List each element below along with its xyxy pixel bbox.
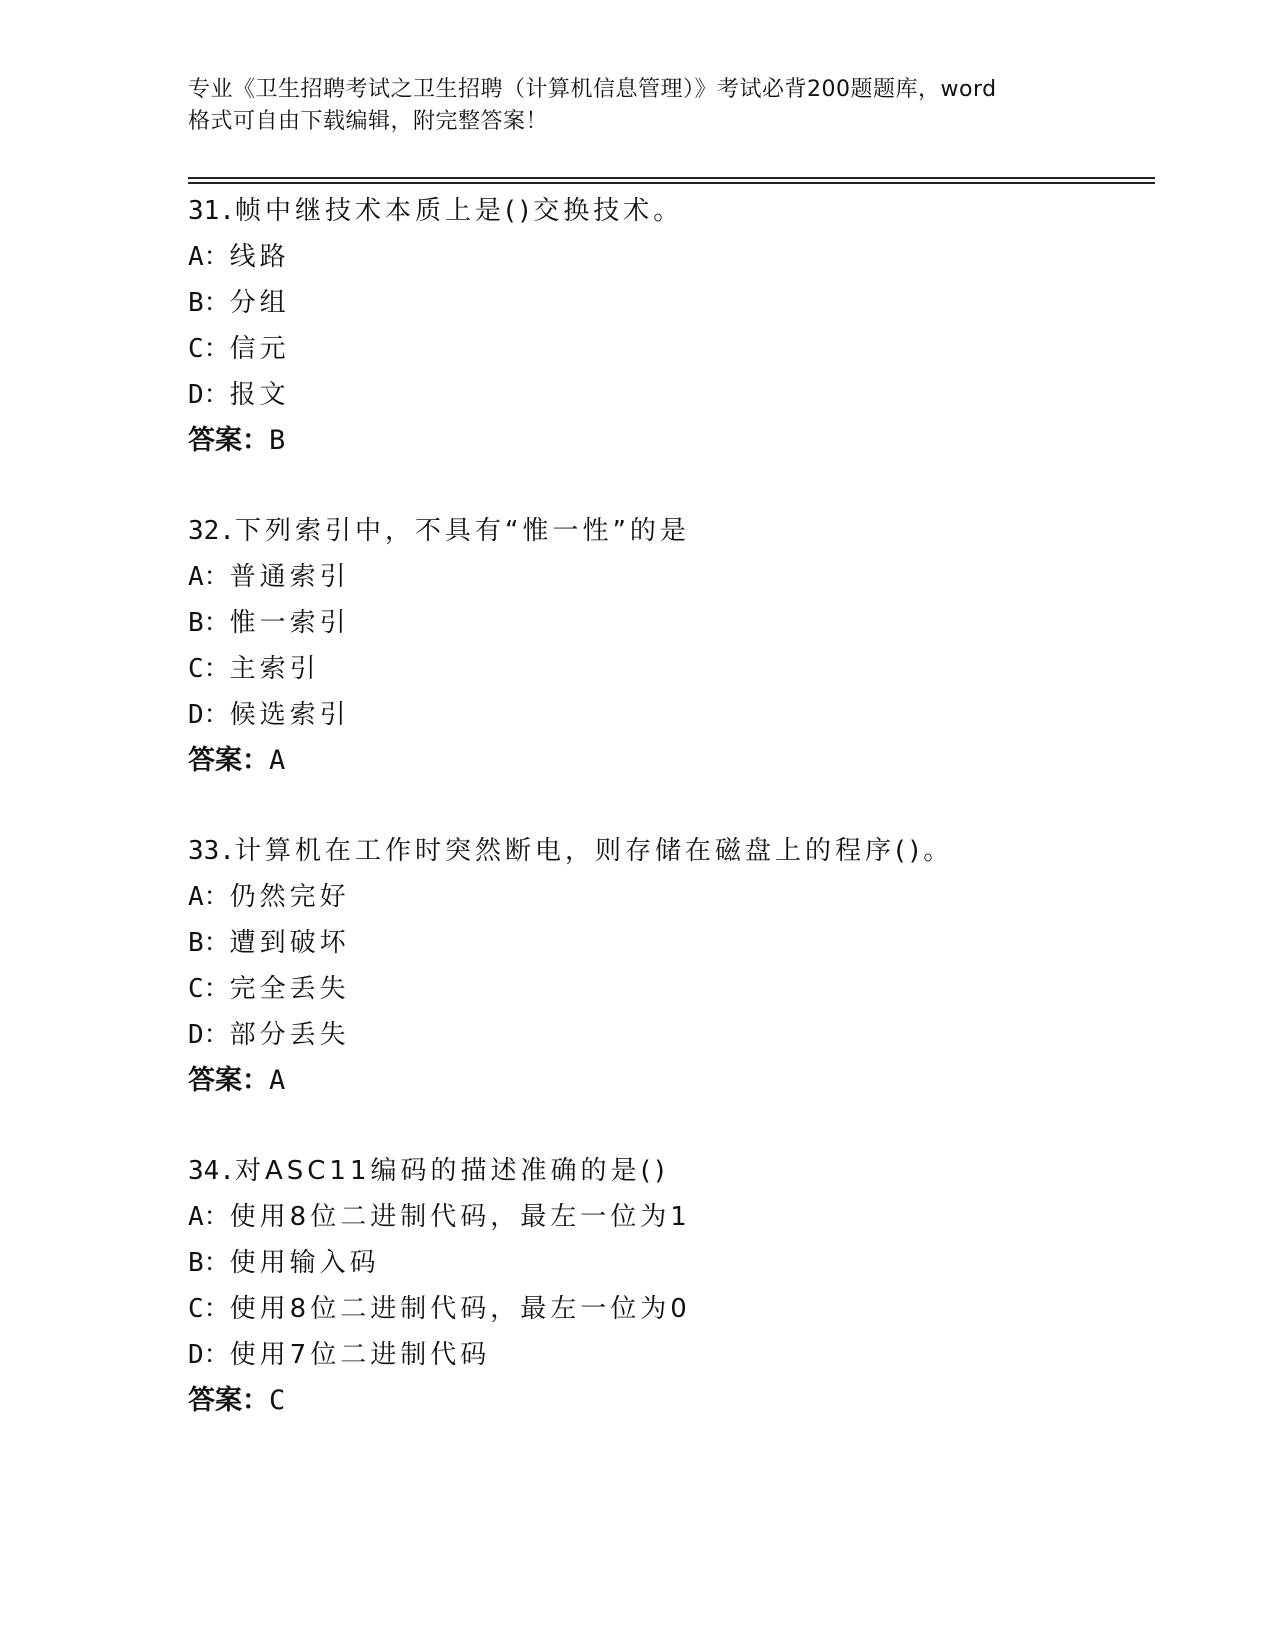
option-label: B： [188, 608, 230, 638]
option-text: 报文 [229, 380, 290, 410]
option-text: 使用8位二进制代码，最左一位为0 [229, 1294, 691, 1324]
option-text: 信元 [229, 334, 290, 364]
option-label: D： [188, 700, 230, 730]
option-a [188, 1194, 1148, 1240]
option-text: 候选索引 [229, 700, 350, 730]
answer-label: 答案： [188, 1385, 269, 1416]
option-label: C： [188, 1294, 230, 1324]
option-label: C： [188, 974, 230, 1004]
option-text: 普通索引 [229, 562, 350, 592]
answer-line [188, 418, 1148, 464]
option-a [188, 234, 1148, 280]
header-line-2: 格式可自由下载编辑，附完整答案！ [188, 109, 549, 134]
answer-value: A [269, 1065, 286, 1096]
header-line-1: 专业《卫生招聘考试之卫生招聘（计算机信息管理）》考试必背200题题库，word [188, 77, 997, 102]
document-header [188, 74, 1088, 138]
option-c [188, 1286, 1148, 1332]
option-text: 使用8位二进制代码，最左一位为1 [229, 1202, 691, 1232]
option-c [188, 646, 1148, 692]
option-text: 部分丢失 [229, 1020, 350, 1050]
question-text: 计算机在工作时突然断电，则存储在磁盘上的程序()。 [234, 836, 954, 866]
option-d [188, 1332, 1148, 1378]
option-label: B： [188, 928, 230, 958]
question-33 [188, 828, 1148, 1104]
option-label: D： [188, 380, 230, 410]
option-b [188, 600, 1148, 646]
option-label: D： [188, 1020, 230, 1050]
option-label: B： [188, 1248, 230, 1278]
option-label: A： [188, 882, 230, 912]
option-text: 使用输入码 [229, 1248, 380, 1278]
answer-label: 答案： [188, 745, 269, 776]
option-label: A： [188, 562, 230, 592]
question-text: 帧中继技术本质上是()交换技术。 [234, 196, 684, 226]
option-label: B： [188, 288, 230, 318]
option-b [188, 1240, 1148, 1286]
option-text: 仍然完好 [229, 882, 350, 912]
option-text: 惟一索引 [229, 608, 350, 638]
answer-value: A [269, 745, 286, 776]
option-c [188, 966, 1148, 1012]
answer-line [188, 738, 1148, 784]
question-stem [188, 1148, 1148, 1194]
answer-line [188, 1058, 1148, 1104]
question-32 [188, 508, 1148, 784]
question-stem [188, 188, 1148, 234]
option-label: A： [188, 242, 230, 272]
option-text: 完全丢失 [229, 974, 350, 1004]
option-a [188, 554, 1148, 600]
option-text: 主索引 [229, 654, 320, 684]
answer-value: B [269, 425, 286, 456]
answer-value: C [269, 1385, 286, 1416]
answer-line [188, 1378, 1148, 1424]
question-34 [188, 1148, 1148, 1424]
option-d [188, 372, 1148, 418]
option-a [188, 874, 1148, 920]
option-c [188, 326, 1148, 372]
question-number: 34. [188, 1156, 235, 1186]
option-d [188, 1012, 1148, 1058]
option-label: D： [188, 1340, 230, 1370]
question-31 [188, 188, 1148, 464]
question-number: 32. [188, 516, 235, 546]
option-label: C： [188, 654, 230, 684]
option-text: 遭到破坏 [229, 928, 350, 958]
option-label: A： [188, 1202, 230, 1232]
option-text: 使用7位二进制代码 [229, 1340, 491, 1370]
header-divider-top [188, 177, 1155, 179]
question-text: 对ASC11编码的描述准确的是() [234, 1156, 669, 1186]
question-stem [188, 508, 1148, 554]
header-divider-bottom [188, 182, 1155, 184]
answer-label: 答案： [188, 425, 269, 456]
question-number: 33. [188, 836, 235, 866]
option-d [188, 692, 1148, 738]
option-b [188, 280, 1148, 326]
option-b [188, 920, 1148, 966]
question-text: 下列索引中，不具有“惟一性”的是 [234, 516, 690, 546]
option-text: 线路 [229, 242, 290, 272]
option-label: C： [188, 334, 230, 364]
question-number: 31. [188, 196, 235, 226]
option-text: 分组 [229, 288, 290, 318]
question-stem [188, 828, 1148, 874]
answer-label: 答案： [188, 1065, 269, 1096]
